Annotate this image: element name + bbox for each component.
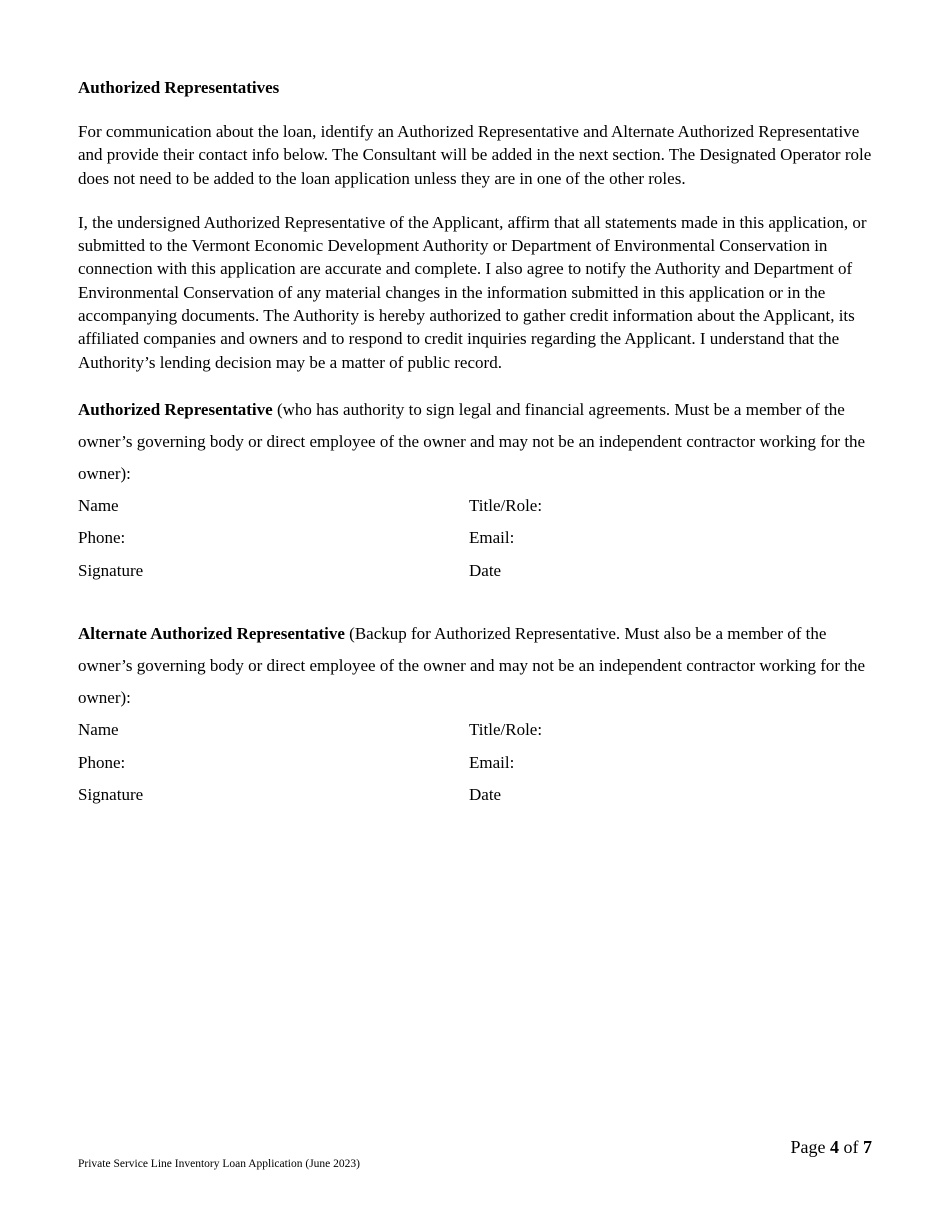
phone-field-label: Phone: (78, 528, 126, 548)
email-field-label: Email: (469, 528, 515, 548)
date-field-label: Date (469, 785, 502, 805)
field-row (78, 714, 878, 747)
page-of: of (839, 1137, 863, 1157)
alternate-representative-block (78, 618, 878, 812)
field-row (78, 747, 878, 780)
intro-paragraph: For communication about the loan, identify an Authorized Representative and Alternate Authorized Representative and provide their contact info below. The Consultant will be added in the next section. The Designated Operator role does not need to be added to the loan application unless they are in one of the other roles. (78, 122, 872, 188)
signature-field-label: Signature (78, 560, 144, 580)
alternate-representative-note: (Backup for Authorized Representative. Must also be a member of the owner’s governing body or direct employee of the owner and may not be an independent contractor working for the owner): (78, 624, 866, 708)
authorized-representative-description (78, 394, 878, 490)
page-current: 4 (830, 1137, 839, 1157)
alternate-representative-heading: Alternate Authorized Representative (78, 624, 345, 644)
email-field-label: Email: (469, 752, 515, 772)
date-field-label: Date (469, 560, 502, 580)
alternate-representative-fields (78, 714, 878, 812)
authorized-representative-note: (who has authority to sign legal and financial agreements. Must be a member of the owner’s governing body or direct employee of the owner and may not be an independent contractor working for the owner): (78, 399, 866, 483)
authorized-representative-heading: Authorized Representative (78, 399, 273, 419)
title-role-field-label: Title/Role: (469, 720, 543, 740)
section-title: Authorized Representatives (78, 78, 280, 97)
document-page (78, 76, 878, 812)
field-row (78, 490, 878, 523)
name-field-label: Name (78, 495, 119, 515)
page-total: 7 (863, 1137, 872, 1157)
phone-field-label: Phone: (78, 752, 126, 772)
field-row (78, 555, 878, 588)
title-role-field-label: Title/Role: (469, 495, 543, 515)
name-field-label: Name (78, 720, 119, 740)
affirmation-paragraph: I, the undersigned Authorized Representative of the Applicant, affirm that all statements made in this application, or submitted to the Vermont Economic Development Authority or Department of Environmental Conservation in connection with this application are accurate and complete. I also agree to notify the Authority and Department of Environmental Conservation of any material changes in the information submitted in this application or in the accompanying documents. The Authority is hereby authorized to gather credit information about the Applicant, its affiliated companies and owners and to respond to credit inquiries regarding the Applicant. I understand that the Authority’s lending decision may be a matter of public record. (78, 212, 867, 372)
page-number (791, 1137, 873, 1158)
field-row (78, 522, 878, 555)
authorized-representative-fields (78, 490, 878, 588)
page-prefix: Page (790, 1137, 830, 1157)
signature-field-label: Signature (78, 785, 144, 805)
authorized-representative-block (78, 394, 878, 588)
field-row (78, 779, 878, 812)
alternate-representative-description (78, 618, 878, 714)
footer-document-name: Private Service Line Inventory Loan Application (June 2023) (78, 1158, 360, 1170)
